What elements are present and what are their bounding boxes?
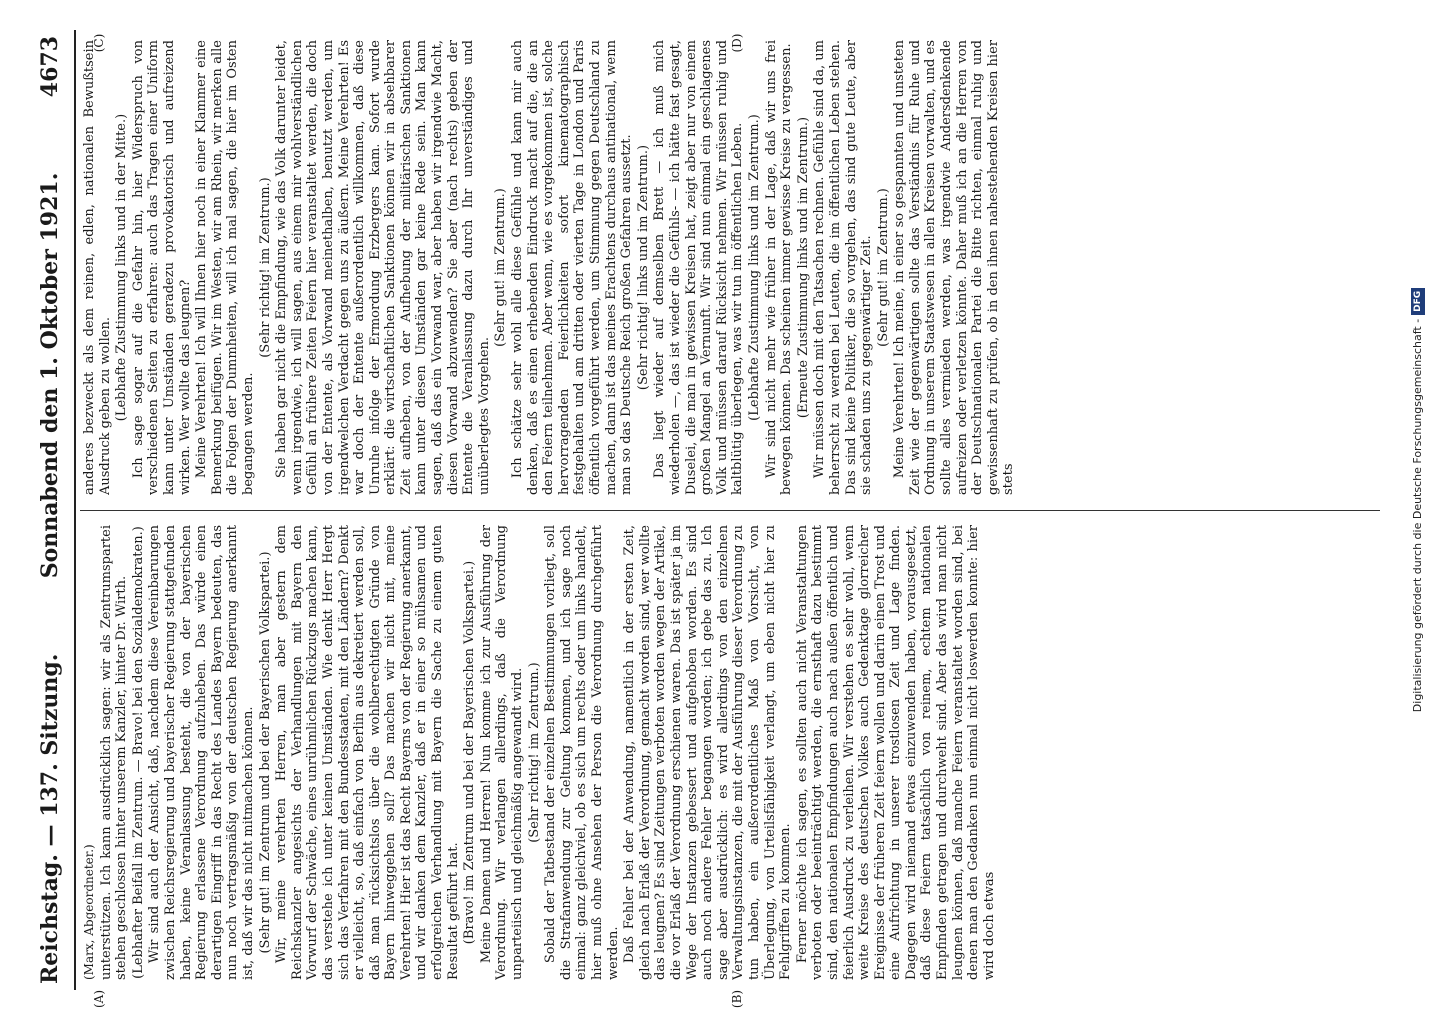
- paragraph: Meine Verehrten! Ich meine, in einer so gespannten und unsteten Zeit wie der gegenwärtigen sollte das Verständnis für Ruhe und Ordnung in unserem Staatswesen in allen Kreisen vorwalten, und es sollte alles vermieden werden, was irgendwie Andersdenkende aufreizen oder verletzen könnte. Daher muß ich an die Herren von der Deutschnationalen Partei die Bitte richten, einmal ruhig und gewissenhaft zu prüfen, ob in den ihnen nahestehenden Kreisen hier stets: [892, 40, 1017, 495]
- paragraph: Das liegt wieder auf demselben Brett — ich muß mich wiederholen —, das ist wieder die Gefühls- — ich hätte fast gesagt, Duselei, die man in gewissen Kreisen hat, zeigt aber nur von einem großen Mangel an Vernunft. Wir sind nun einmal ein geschlagenes Volk und müssen darauf Rücksicht nehmen. Wir müssen ruhig und kaltblütig überlegen, was wir tun im öffentlichen Leben.: [652, 40, 746, 495]
- credit-text: Digitalisierung gefördert durch die Deutsche Forschungsgemeinschaft -: [1411, 318, 1424, 713]
- left-column: [82, 525, 1380, 980]
- interjection: (Sehr gut! im Zentrum.): [875, 188, 891, 347]
- interjection: (Lebhafter Beifall im Zentrum. — Bravo! bei den Sozialdemokraten.): [130, 526, 146, 979]
- paragraph: (Marx, Abgeordneter.): [82, 844, 96, 980]
- interjection: (Sehr gut! im Zentrum.): [493, 188, 509, 347]
- column-divider: [80, 510, 1380, 511]
- interjection: (Lebhafte Zustimmung links und im Zentrum.): [746, 114, 762, 421]
- paragraph: Wir müssen doch mit den Tatsachen rechnen. Gefühle sind da, um beherrscht zu werden bei Leuten, die im öffentlichen Leben stehen. Das sind keine Politiker, die so vorgehen, das sind gute Leute, aber sie schaden uns zu gegenwärtiger Zeit.: [812, 40, 875, 495]
- paragraph: Ferner möchte ich sagen, es sollten auch nicht Veranstaltungen verboten oder beeinträchtigt werden, die ernsthaft dazu bestimmt sind, den nationalen Empfindungen auch nach außen öffentlich und feierlich Ausdruck zu verleihen. Wir verstehen es sehr wohl, wenn weite Kreise des deutschen Volkes auch Gedenktage glorreicher Ereignisse der früheren Zeit feiern wollen und darin einen Trost und eine Aufrichtung in unserer trostlosen Zeit und Lage finden. Dagegen wird niemand etwas einzuwenden haben, vorausgesetzt, daß diese Feiern tatsächlich von reinem, echtem nationalen Empfinden getragen und durchweht sind. Aber das wird man nicht leugnen können, daß manche Feiern veranstaltet worden sind, bei denen man den Gedanken nun einmal nicht loswerden konnte: hier wird doch etwas: [794, 525, 997, 980]
- interjection: (Sehr gut! im Zentrum und bei der Bayerischen Volkspartei.): [257, 551, 273, 954]
- rotated-page: [30, 30, 1390, 1009]
- digitization-credit: [1408, 8, 1428, 992]
- paragraph: Wir sind nicht mehr wie früher in der Lage, daß wir uns frei bewegen können. Das scheinen immer gewisse Kreise zu vergessen.: [763, 40, 795, 495]
- margin-mark-a: (A): [92, 989, 106, 1009]
- interjection: (Bravo! im Zentrum und bei der Bayerischen Volkspartei.): [462, 560, 478, 945]
- paragraph: Ich schätze sehr wohl alle diese Gefühle und kann mir auch denken, daß es einen erhebenden Eindruck macht auf die, die an den Feiern teilnehmen. Aber wenn, wie es vorgekommen ist, solche hervorragenden Feierlichkeiten sofort kinematographisch festgehalten und am dritten oder vierten Tage in London und Paris öffentlich vorgeführt werden, um Stimmung gegen Deutschland zu machen, dann ist das meines Erachtens durchaus antinational, wenn man so das Deutsche Reich großen Gefahren aussetzt.: [510, 40, 635, 495]
- paragraph: Sie haben gar nicht die Empfindung, wie das Volk darunter leidet, wenn irgendwie, ich will sagen, aus einem mir wohlverständlichen Gefühl an frühere Zeiten Feiern hier veranstaltet werden, die doch von der Entente, als Vorwand meinethalben, benutzt werden, um irgendwelchen Verdacht gegen uns zu äußern. Meine Verehrten! Es war doch der Entente außerordentlich willkommen, daß diese Unruhe infolge der Ermordung Erzbergers kam. Sofort wurde erklärt: die wirtschaftlichen Sanktionen können wir in absehbarer Zeit aufheben, von der Aufhebung der militärischen Sanktionen kann unter diesen Umständen gar keine Rede sein. Man kann sagen, daß das ein Vorwand war, aber haben wir irgendwie Macht, diesen Vorwand abzuwenden? Sie aber (nach rechts) geben der Entente die Veranlassung dazu durch Ihr unverständiges und unüberlegtes Vorgehen.: [274, 40, 492, 495]
- paragraph: Daß Fehler bei der Anwendung, namentlich in der ersten Zeit, gleich nach Erlaß der Verordnung, gemacht worden sind, wer wollte das leugnen? Es sind Zeitungen verboten worden wegen der Artikel, die vor Erlaß der Verordnung erschienen waren. Das ist später ja im Wege der Instanzen gebessert und aufgehoben worden. Es sind auch noch andere Fehler begangen worden; ich gebe das zu. Ich sage aber ausdrücklich: es wird allerdings von den einzelnen Verwaltungsinstanzen, die mit der Ausführung dieser Verordnung zu tun haben, ein außerordentliches Maß von Vorsicht, von Überlegung, von Urteilsfähigkeit verlangt, um eben nicht hier zu Fehlgriffen zu kommen.: [622, 525, 794, 980]
- paragraph: Meine Damen und Herren! Nun komme ich zur Ausführung der Verordnung. Wir verlangen allerdings, daß die Verordnung unparteiisch und gleichmäßig angewandt wird.: [478, 525, 526, 980]
- margin-mark-b: (B): [730, 989, 744, 1009]
- interjection: (Sehr richtig! links und im Zentrum.): [635, 144, 651, 391]
- header-rule: [74, 30, 76, 990]
- interjection: (Erneute Zustimmung links und im Zentrum.): [795, 116, 811, 419]
- interjection: (Sehr richtig! im Zentrum.): [257, 177, 273, 358]
- paragraph: Wir, meine verehrten Herren, man aber gestern dem Reichskanzler angesichts der Verhandlungen mit Bayern den Vorwurf der Schwäche, eines unrühmlichen Rückzugs machen kann, das verstehe ich unter keinen Umständen. Wie denkt Herr Hergt sich das Verfahren mit den Bundesstaaten, mit den Ländern? Denkt er vielleicht, so, daß einfach von Berlin aus dekretiert werden soll, daß man rücksichtslos über die wohlberechtigten Gründe von Bayern hinweggehen soll? Das machen wir nicht mit, meine Verehrten! Hier ist das Recht Bayerns von der Regierung anerkannt, und wir danken dem Kanzler, daß er in einer so mühsamen und erfolgreichen Verhandlung mit Bayern die Sache zu einem guten Resultat geführt hat.: [274, 525, 461, 980]
- paragraph: Sobald der Tatbestand der einzelnen Bestimmungen vorliegt, soll die Strafanwendung zur Geltung kommen, und ich sage noch einmal: ganz gleichviel, ob es sich um rechts oder um links handelt, hier muß ohne Ansehen der Person die Verordnung durchgeführt werden.: [543, 525, 621, 980]
- header-date: Sonnabend den 1. Oktober 1921.: [37, 172, 63, 579]
- paragraph: unterstützen. Ich kann ausdrücklich sagen: wir als Zentrumspartei stehen geschlossen hinter unserem Kanzler, hinter Dr. Wirth.: [98, 525, 130, 980]
- margin-mark-d: (D): [730, 33, 744, 53]
- paragraph: Meine Verehrten! Ich will Ihnen hier noch in einer Klammer eine Bemerkung beifügen. Wir im Westen, wir am Rhein, wir merken alle die Folgen der Dummheiten, will ich mal sagen, die hier im Osten begangen werden.: [194, 40, 256, 495]
- paragraph: Wir sind auch der Ansicht, daß, nachdem diese Vereinbarungen zwischen Reichsregierung und bayerischer Regierung stattgefunden haben, keine Veranlassung besteht, die von der bayerischen Regierung erlassene Verordnung aufzuheben. Das würde einen derartigen Eingriff in das Recht des Landes Bayern bedeuten, das nun noch vertragsmäßig von der deutschen Regierung anerkannt ist, daß wir das nicht mitmachen können.: [147, 525, 256, 980]
- paragraph: anderes bezweckt als dem reinen, edlen, nationalen Bewußtsein Ausdruck geben zu wollen.: [82, 40, 113, 495]
- dfg-logo: DFG: [1411, 288, 1425, 315]
- interjection: (Sehr richtig! im Zentrum.): [526, 662, 542, 843]
- right-column: [82, 40, 1380, 495]
- header-session: Reichstag. — 137. Sitzung.: [37, 653, 63, 984]
- margin-mark-c: (C): [92, 33, 106, 53]
- interjection: (Lebhafte Zustimmung links und in der Mitte.): [114, 113, 130, 422]
- page-header: [30, 30, 70, 990]
- page-number: 4673: [37, 36, 63, 98]
- paragraph: Ich sage sogar auf die Gefahr hin, hier Widerspruch von verschiedenen Seiten zu erfahren: auch das Tragen einer Uniform kann unter Umständen geradezu provokatorisch und aufreizend wirken. Wer wollte das leugnen?: [130, 40, 193, 495]
